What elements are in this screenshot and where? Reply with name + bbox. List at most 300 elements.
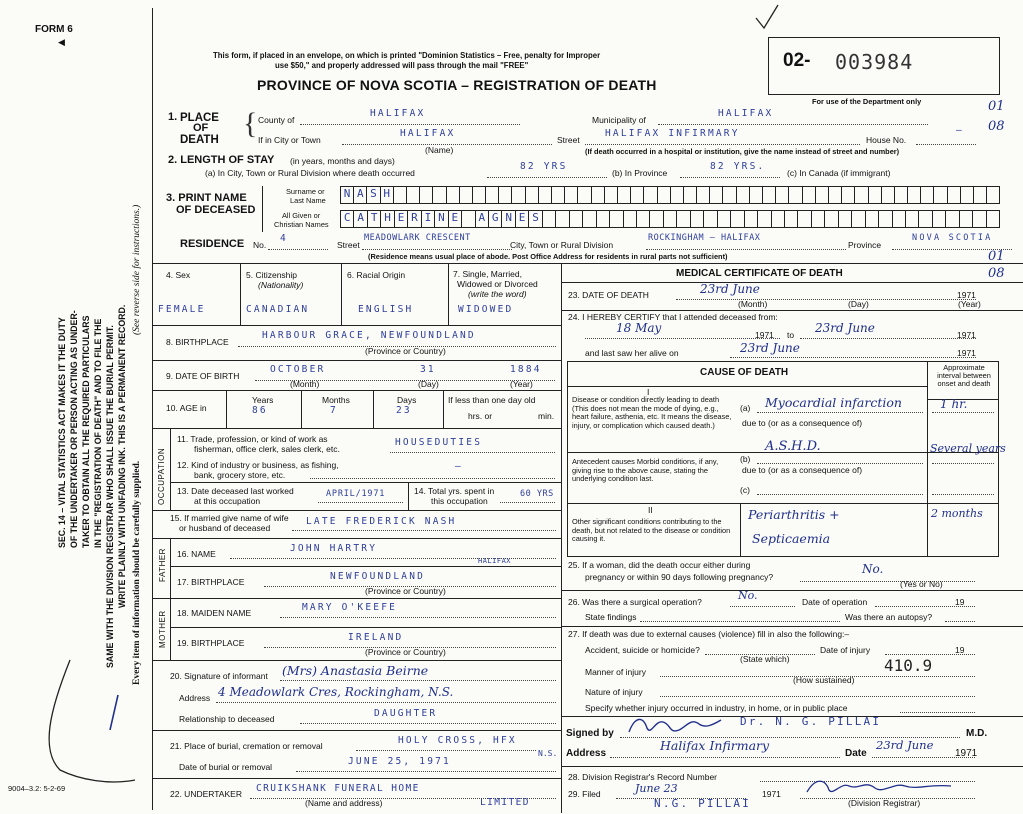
father-birthplace-label: 17. BIRTHPLACE	[177, 577, 245, 587]
pregnancy-label-2: pregnancy or within 90 days following pregnancy?	[585, 572, 774, 582]
age-months-field: 7	[330, 405, 338, 416]
name-grid-cell	[631, 187, 644, 203]
name-grid-cell	[394, 187, 407, 203]
name-grid-cell: N	[502, 211, 515, 227]
father-birthplace-field: NEWFOUNDLAND	[330, 571, 426, 582]
attended-from-year: 1971	[755, 330, 774, 340]
injury-date-label: Date of injury	[820, 645, 871, 655]
registration-number-box	[768, 37, 1000, 95]
residence-province-label: Province	[848, 240, 882, 250]
handwritten-mark-icon	[20, 640, 140, 790]
burial-place-field: HOLY CROSS, HFX	[398, 735, 517, 746]
name-grid-cell: R	[408, 211, 421, 227]
name-grid-cell	[763, 187, 776, 203]
house-field: —	[956, 125, 964, 136]
mother-birthplace-field: IRELAND	[348, 632, 404, 643]
name-grid-cell	[803, 187, 816, 203]
sex-field: FEMALE	[158, 304, 206, 315]
residence-no-label: No.	[253, 240, 267, 250]
injury-year-label: 19	[955, 645, 965, 655]
name-grid-cell	[658, 187, 671, 203]
father-name-label: 16. NAME	[177, 549, 216, 559]
name-grid-cell	[552, 187, 565, 203]
physician-signature-icon	[625, 712, 725, 740]
name-grid-cell	[677, 211, 690, 227]
cause-title: CAUSE OF DEATH	[700, 367, 789, 378]
signed-date-label: Date	[845, 748, 867, 759]
name-grid-cell	[750, 187, 763, 203]
stay-a-field: 82 YRS	[520, 161, 568, 172]
due-to-b: due to (or as a consequence of)	[742, 465, 863, 475]
name-grid-cell: N	[435, 211, 448, 227]
part-ii-label: II	[648, 505, 653, 515]
name-grid-cell	[855, 187, 868, 203]
side-line-3: TAKER TO OBTAIN ALL THE REQUIRED PARTICULARS	[81, 315, 91, 548]
residence-street-label: Street	[337, 240, 360, 250]
dob-year-caption: (Year)	[510, 379, 533, 389]
name-grid-cell	[473, 187, 486, 203]
last-worked-field: APRIL/1971	[326, 489, 386, 499]
name-grid-cell	[597, 211, 610, 227]
age-years-label: Years	[252, 395, 274, 405]
death-month-caption: (Month)	[738, 299, 768, 309]
signed-by-label: Signed by	[566, 728, 614, 739]
side-line-2: OF THE UNDERTAKER OR PERSON ACTING AS UNDER-	[69, 310, 79, 548]
name-grid-cell	[921, 187, 934, 203]
due-to-a: due to (or as a consequence of)	[742, 418, 863, 428]
name-grid-cell: E	[395, 211, 408, 227]
name-grid-cell	[592, 187, 605, 203]
given-label-1: All Given or	[282, 211, 321, 220]
name-grid-cell	[583, 211, 596, 227]
marital-label-1: 7. Single, Married,	[453, 269, 522, 279]
mother-birthplace-caption: (Province or Country)	[365, 647, 446, 657]
birthplace-caption: (Province or Country)	[365, 346, 446, 356]
age-label: 10. AGE in	[166, 403, 207, 413]
filed-label: 29. Filed	[568, 789, 601, 799]
less-than-day-label: If less than one day old	[448, 395, 536, 405]
external-label: 27. If death was due to external causes (violence) fill in also the following:–	[568, 629, 850, 639]
county-field: HALIFAX	[370, 108, 426, 119]
manner-label: Manner of injury	[585, 667, 646, 677]
name-grid-cell	[798, 211, 811, 227]
municipality-field: HALIFAX	[718, 108, 774, 119]
burial-place-label: 21. Place of burial, cremation or removal	[170, 741, 323, 751]
name-grid-cell	[610, 211, 623, 227]
name-grid-cell	[745, 211, 758, 227]
name-grid-cell	[605, 187, 618, 203]
place-label-num: 1.	[168, 111, 178, 123]
cause-b-mark: (b)	[740, 454, 751, 464]
name-grid-cell	[973, 211, 986, 227]
cause-ii-field-1: Periarthritis +	[748, 507, 840, 522]
stay-a-label: (a) In City, Town or Rural Division where death occurred	[205, 168, 415, 178]
record-number-label: 28. Division Registrar's Record Number	[568, 772, 718, 782]
surgery-field: No.	[738, 589, 758, 602]
name-grid-cell: S	[367, 187, 380, 203]
stay-label-suffix: (in years, months and days)	[290, 156, 395, 166]
name-grid-cell	[906, 211, 919, 227]
mother-birthplace-label: 19. BIRTHPLACE	[177, 638, 245, 648]
last-saw-label: and last saw her alive on	[585, 348, 679, 358]
form-number: FORM 6	[35, 24, 73, 35]
citizenship-label: 5. Citizenship	[246, 270, 298, 280]
undertaker-field-2: LIMITED	[480, 797, 530, 808]
name-grid-cell	[893, 211, 906, 227]
notice-line-2: use $50," and properly addressed will pass through the mail "FREE"	[275, 61, 529, 70]
city-label: If in City or Town	[258, 135, 321, 145]
name-grid-cell	[462, 211, 475, 227]
name-grid-cell	[556, 211, 569, 227]
name-grid-cell	[934, 187, 947, 203]
name-grid-cell	[829, 187, 842, 203]
specify-label: Specify whether injury occurred in industry, in home, or in public place	[585, 703, 848, 713]
residence-province-field: NOVA SCOTIA	[912, 233, 993, 243]
stay-c-label: (c) In Canada (if immigrant)	[787, 168, 891, 178]
name-grid-cell: H	[381, 211, 394, 227]
undertaker-field: CRUIKSHANK FUNERAL HOME	[256, 783, 420, 794]
burial-date-label: Date of burial or removal	[179, 762, 273, 772]
how-sustained-caption: (How sustained)	[793, 675, 855, 685]
side-line-1: SEC. 14 – VITAL STATISTICS ACT MAKES IT THE DUTY	[57, 317, 67, 548]
name-grid-cell	[565, 187, 578, 203]
total-years-field: 60 YRS	[520, 489, 554, 499]
medical-title: MEDICAL CERTIFICATE OF DEATH	[676, 268, 843, 279]
burial-place-note: N.S.	[538, 749, 558, 758]
name-grid-cell	[624, 211, 637, 227]
side-line-5: SAME WITH THE DIVISION REGISTRAR WHO SHALL ISSUE THE BURIAL PERMIT.	[105, 325, 115, 668]
name-grid-cell	[723, 187, 736, 203]
name-grid-cell	[816, 187, 829, 203]
cause-b-interval: Several years	[930, 442, 1006, 455]
side-line-7: Every item of information should be carefully supplied.	[132, 460, 142, 685]
maiden-name-label: 18. MAIDEN NAME	[177, 608, 252, 618]
racial-field: ENGLISH	[358, 304, 414, 315]
surgery-label: 26. Was there a surgical operation?	[568, 597, 702, 607]
death-year-prefix: 1971	[957, 290, 976, 300]
dob-month-caption: (Month)	[290, 379, 320, 389]
place-label-death: DEATH	[180, 134, 219, 146]
name-grid-cell: A	[476, 211, 489, 227]
residence-city-label: City, Town or Rural Division	[510, 240, 614, 250]
physician-name-field: Dr. N. G. PILLAI	[740, 715, 882, 728]
house-label: House No.	[866, 135, 907, 145]
informant-address: 4 Meadowlark Cres, Rockingham, N.S.	[218, 685, 454, 699]
pregnancy-field: No.	[862, 562, 884, 576]
trade-label-2: fisherman, office clerk, sales clerk, etc.	[194, 444, 340, 454]
filed-date-field: June 23	[635, 782, 678, 795]
name-grid-cell	[710, 187, 723, 203]
operation-year-label: 19	[955, 597, 965, 607]
physician-address-field: Halifax Infirmary	[660, 738, 770, 753]
trade-field: HOUSEDUTIES	[395, 437, 483, 448]
name-grid-cell	[664, 211, 677, 227]
dob-year: 1884	[510, 364, 542, 375]
death-date-field: 23rd June	[700, 282, 760, 296]
name-grid-cell	[776, 187, 789, 203]
name-grid-cell	[839, 211, 852, 227]
residence-label: RESIDENCE	[180, 238, 245, 250]
form-title: PROVINCE OF NOVA SCOTIA – REGISTRATION OF DEATH	[257, 77, 657, 93]
name-grid-cell	[825, 211, 838, 227]
marital-field: WIDOWED	[458, 304, 514, 315]
residence-city-field: ROCKINGHAM – HALIFAX	[648, 233, 761, 243]
name-grid-cell: A	[354, 211, 367, 227]
name-label-1: 3. PRINT NAME	[166, 192, 247, 204]
name-grid-cell	[486, 187, 499, 203]
trade-label-1: 11. Trade, profession, or kind of work as	[177, 434, 328, 444]
hospital-note: (If death occurred in a hospital or institution, give the name instead of street and number)	[585, 147, 900, 156]
name-grid-cell	[650, 211, 663, 227]
name-grid-cell	[987, 187, 999, 203]
informant-signature: (Mrs) Anastasia Beirne	[282, 663, 429, 678]
accident-label: Accident, suicide or homicide?	[585, 645, 700, 655]
industry-label-1: 12. Kind of industry or business, as fishing,	[177, 460, 339, 470]
registration-prefix: 02-	[783, 50, 811, 71]
min-label: min.	[538, 411, 555, 421]
dob-day-caption: (Day)	[418, 379, 439, 389]
filed-year: 1971	[762, 789, 781, 799]
place-label: PLACE	[180, 112, 219, 124]
informant-signature-label: 20. Signature of informant	[170, 671, 268, 681]
name-grid-cell	[420, 187, 433, 203]
residence-street-field: MEADOWLARK CRESCENT	[364, 233, 471, 243]
last-worked-label-2: at this occupation	[194, 496, 261, 506]
physician-address-label: Address	[566, 748, 607, 759]
yes-no-caption: (Yes or No)	[900, 579, 943, 589]
name-grid-cell	[697, 187, 710, 203]
disease-label: Disease or condition directly leading to death (This does not mean the mode of dying, e.g., heart failure, asthenia, etc. It means the disease, injury, or complication which caused death.)	[572, 395, 732, 430]
municipality-label: Municipality of	[592, 115, 646, 125]
attended-to-year: 1971	[957, 330, 976, 340]
name-grid-cell	[644, 187, 657, 203]
name-grid-cell: I	[422, 211, 435, 227]
occupation-side-label: OCCUPATION	[157, 447, 166, 505]
mother-side-label: MOTHER	[158, 610, 167, 648]
side-line-6: WRITE PLAINLY WITH UNFADING INK. THIS IS A PERMANENT RECORD.	[117, 304, 127, 608]
name-grid-cell	[499, 187, 512, 203]
dept-code-3: 01	[988, 249, 1005, 264]
father-birthplace-caption: (Province or Country)	[365, 586, 446, 596]
bullet-icon: ◀	[58, 37, 65, 47]
cause-a-interval: 1 hr.	[940, 397, 968, 411]
name-grid-cell	[512, 187, 525, 203]
name-grid-cell	[987, 211, 999, 227]
name-grid-cell	[684, 187, 697, 203]
name-grid-cell: T	[368, 211, 381, 227]
stay-b-field: 82 YRS.	[710, 161, 766, 172]
brace-icon: {	[243, 107, 258, 140]
informant-address-label: Address	[179, 693, 211, 703]
name-grid-cell	[539, 187, 552, 203]
other-conditions-label: Other significant conditions contributing to the death, but not related to the disease or condition causing it.	[572, 517, 731, 544]
registration-number: 003984	[835, 50, 914, 74]
maiden-name-field: MARY O'KEEFE	[302, 602, 398, 613]
relationship-field: DAUGHTER	[374, 708, 438, 719]
name-grid-cell: S	[529, 211, 542, 227]
state-which-caption: (State which)	[740, 654, 790, 664]
name-grid-cell	[671, 187, 684, 203]
name-grid-cell	[879, 211, 892, 227]
stay-label: 2. LENGTH OF STAY	[168, 154, 275, 166]
name-grid-cell	[731, 211, 744, 227]
city-field: HALIFAX	[400, 128, 456, 139]
name-grid-cell	[704, 211, 717, 227]
part-i-label: I	[647, 387, 650, 397]
operation-date-label: Date of operation	[802, 597, 868, 607]
last-saw-year: 1971	[957, 348, 976, 358]
left-margin-rule	[152, 8, 153, 810]
name-grid-cell	[948, 187, 961, 203]
death-date-label: 23. DATE OF DEATH	[568, 290, 649, 300]
surname-grid	[340, 186, 1000, 204]
name-grid-cell	[718, 211, 731, 227]
name-grid-cell	[447, 187, 460, 203]
industry-field: —	[455, 461, 463, 472]
pregnancy-label-1: 25. If a woman, did the death occur either during	[568, 560, 751, 570]
residence-note: (Residence means usual place of abode. Post Office Address for residents in rural parts not sufficient)	[368, 252, 728, 261]
name-grid-cell: N	[341, 187, 354, 203]
name-grid-cell	[974, 187, 987, 203]
name-grid-cell	[526, 187, 539, 203]
birthplace-field: HARBOUR GRACE, NEWFOUNDLAND	[262, 330, 476, 341]
nature-label: Nature of injury	[585, 687, 643, 697]
name-grid-cell	[578, 187, 591, 203]
name-grid-cell	[785, 211, 798, 227]
marital-label-3: (write the word)	[468, 289, 527, 299]
registrar-caption: (Division Registrar)	[848, 798, 921, 808]
cause-a-field: Myocardial infarction	[765, 395, 902, 410]
name-grid-cell	[908, 187, 921, 203]
age-years-field: 86	[252, 405, 268, 416]
interval-label: Approximate interval between onset and death	[937, 363, 991, 388]
relationship-label: Relationship to deceased	[179, 714, 275, 724]
name-grid-cell	[812, 211, 825, 227]
street-field: HALIFAX INFIRMARY	[605, 128, 740, 139]
total-years-label-2: this occupation	[431, 496, 488, 506]
total-years-label-1: 14. Total yrs. spent in	[414, 486, 495, 496]
undertaker-label: 22. UNDERTAKER	[170, 789, 242, 799]
burial-date-field: JUNE 25, 1971	[348, 756, 451, 767]
death-day-caption: (Day)	[848, 299, 869, 309]
industry-label-2: bank, grocery store, etc.	[194, 470, 286, 480]
name-grid-cell: G	[489, 211, 502, 227]
md-label: M.D.	[966, 728, 988, 739]
age-days-field: 23	[396, 405, 412, 416]
cause-c-mark: (c)	[740, 485, 750, 495]
age-days-label: Days	[397, 395, 417, 405]
name-grid-cell	[691, 211, 704, 227]
name-grid-cell	[460, 187, 473, 203]
name-grid-cell: E	[449, 211, 462, 227]
signed-year: 1971	[955, 748, 978, 759]
surname-label-1: Surname or	[286, 187, 325, 196]
undertaker-caption: (Name and address)	[305, 798, 383, 808]
attended-to-label: to	[787, 330, 795, 340]
dob-label: 9. DATE OF BIRTH	[166, 371, 240, 381]
name-grid-cell	[933, 211, 946, 227]
name-grid-cell	[570, 211, 583, 227]
cause-a-mark: (a)	[740, 403, 751, 413]
name-grid-cell	[866, 211, 879, 227]
name-label-2: OF DECEASED	[176, 204, 256, 216]
name-grid-cell	[758, 211, 771, 227]
autopsy-label: Was there an autopsy?	[845, 612, 933, 622]
name-grid-cell	[946, 211, 959, 227]
name-grid-cell	[737, 187, 750, 203]
age-months-label: Months	[322, 395, 350, 405]
given-names-grid	[340, 210, 1000, 228]
birthplace-label: 8. BIRTHPLACE	[166, 337, 229, 347]
given-label-2: Christian Names	[274, 220, 329, 229]
cause-ii-interval: 2 months	[931, 507, 983, 520]
classification-code: 410.9	[884, 656, 933, 675]
name-grid-cell	[433, 187, 446, 203]
death-year-caption: (Year)	[958, 299, 981, 309]
findings-label: State findings	[585, 612, 637, 622]
attended-to-field: 23rd June	[815, 321, 875, 335]
name-grid-cell: H	[381, 187, 394, 203]
dept-code-1: 01	[988, 99, 1005, 114]
name-grid-cell	[869, 187, 882, 203]
name-grid-cell	[618, 187, 631, 203]
side-line-8: (See reverse side for instructions.)	[132, 204, 142, 335]
name-grid-cell	[772, 211, 785, 227]
side-line-4: IN THE "REGISTRATION OF DEATH" AND TO FILE THE	[93, 318, 103, 548]
spouse-field: LATE FREDERICK NASH	[306, 516, 457, 527]
dept-code-2: 08	[988, 119, 1005, 134]
name-grid-cell	[543, 211, 556, 227]
last-saw-field: 23rd June	[740, 341, 800, 355]
name-grid-cell	[637, 211, 650, 227]
spouse-label-2: or husband of deceased	[179, 523, 271, 533]
signed-date-field: 23rd June	[876, 738, 934, 752]
citizenship-field: CANADIAN	[246, 304, 310, 315]
name-grid-cell: E	[516, 211, 529, 227]
name-grid-cell	[961, 187, 974, 203]
certify-label: 24. I HEREBY CERTIFY that I attended deceased from:	[568, 312, 778, 322]
registrar-signature-icon	[805, 776, 955, 798]
name-grid-cell: C	[341, 211, 354, 227]
dob-day: 31	[420, 364, 436, 375]
dob-month: OCTOBER	[270, 364, 326, 375]
father-name-field: JOHN HARTRY	[290, 543, 378, 554]
name-grid-cell	[789, 187, 802, 203]
surname-label-2: Last Name	[290, 196, 326, 205]
street-label: Street	[557, 135, 580, 145]
city-caption: (Name)	[425, 145, 454, 155]
name-grid-cell	[895, 187, 908, 203]
name-grid-cell	[407, 187, 420, 203]
dept-code-4: 08	[988, 266, 1005, 281]
name-grid-cell	[852, 211, 865, 227]
sex-label: 4. Sex	[166, 270, 191, 280]
name-grid-cell	[960, 211, 973, 227]
marital-label-2: Widowed or Divorced	[457, 279, 538, 289]
citizenship-sub: (Nationality)	[258, 280, 304, 290]
racial-label: 6. Racial Origin	[347, 270, 406, 280]
form-code: 9004–3.2: 5-2-69	[8, 784, 66, 793]
spouse-label-1: 15. If married give name of wife	[170, 513, 289, 523]
stay-b-label: (b) In Province	[612, 168, 668, 178]
cause-b-field: A.S.H.D.	[765, 439, 821, 454]
antecedent-label: Antecedent causes Morbid conditions, if any, giving rise to the above cause, stating the underlying condition last.	[572, 457, 719, 484]
notice-line-1: This form, if placed in an envelope, on which is printed "Dominion Statistics – Free, penalty for Improper	[213, 51, 601, 60]
county-label: County of	[258, 115, 295, 125]
cause-ii-field-2: Septicaemia	[752, 531, 831, 546]
attended-from-field: 18 May	[616, 321, 662, 335]
halifax-note: HALIFAX	[478, 557, 512, 565]
